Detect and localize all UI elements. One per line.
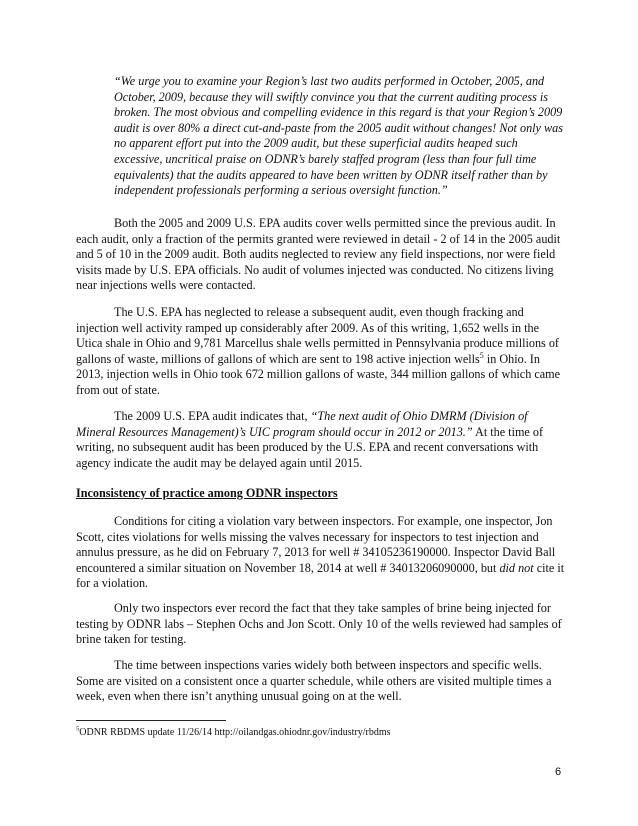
paragraph-subsequent-audit: The U.S. EPA has neglected to release a subsequent audit, even though fracking and injection well activity ramped up considerably after 2009. As of this writing, 1,652 wells in the Utica shale in Ohio and 9,781 Marcellus shale wells permitted in Pennsylvania produce millions of gallons of waste, millions of gallons of which are sent to 198 active injection wells$^5$ in Ohio. In 2013, injection wells in Ohio took 672 million gallons of waste, 344 million gallons of which came from out of state. xyxy=(76,305,561,397)
footnote-ref-5: 5 xyxy=(479,350,484,360)
footnote: $^5$ODNR RBDMS update 11/26/14 http://oilandgas.ohiodnr.gov/industry/rbdms xyxy=(76,725,391,738)
section-heading: Inconsistency of practice among ODNR inspectors xyxy=(76,486,338,500)
page-number: 6 xyxy=(555,766,562,778)
paragraph-citing-violations: Conditions for citing a violation vary between inspectors. For example, one inspector, Jon Scott, cites violations for wells missing the valves necessary for inspectors to test injection and annulus pressure, as he did on February 7, 2013 for well # 34105236190000. Inspector David Ball encountered a similar situation on November 18, 2014 at well # 34013206090000, but did not cite it for a violation. xyxy=(76,514,565,591)
paragraph-brine-samples: Only two inspectors ever record the fact that they take samples of brine being injected for testing by ODNR labs – Stephen Ochs and Jon Scott. Only 10 of the wells reviewed had samples of brine taken for testing. xyxy=(76,601,562,647)
footnote-divider xyxy=(76,720,226,721)
paragraph-inspection-frequency: The time between inspections varies widely both between inspectors and specific wells. Some are visited on a consistent once a quarter schedule, while others are visited multiple times a week, even when there isn’t anything unusual going on at the well. xyxy=(76,658,552,704)
paragraph-next-audit: The 2009 U.S. EPA audit indicates that, “The next audit of Ohio DMRM (Division of Mineral Resources Management)’s UIC program should occur in 2012 or 2013.” At the time of writing, no subsequent audit has been produced by the U.S. EPA and recent conversations with agency indicate the audit may be delayed again until 2015. xyxy=(76,409,544,470)
paragraph-audit-coverage: Both the 2005 and 2009 U.S. EPA audits cover wells permitted since the previous audit. In each audit, only a fraction of the permits granted were reviewed in detail - 2 of 14 in the 2005 audit and 5 of 10 in the 2009 audit. Both audits neglected to review any field inspections, nor were field visits made by U.S. EPA officials. No audit of volumes injected was conducted. No citizens living near injections wells were contacted. xyxy=(76,216,561,293)
block-quote: “We urge you to examine your Region’s last two audits performed in October, 2005, and October, 2009, because they will swiftly convince you that the current auditing process is broken. The most obvious and compelling evidence in this regard is that your Region’s 2009 audit is over 80% a direct cut-and-paste from the 2005 audit without changes! Not only was no apparent effort put into the 2009 audit, but these superficial audits heaped such excessive, uncritical praise on ODNR’s barely staffed program (less than four full time equivalents) that the audits appeared to have been written by ODNR itself rather than by independent professionals performing a serious oversight function.” xyxy=(114,74,563,198)
